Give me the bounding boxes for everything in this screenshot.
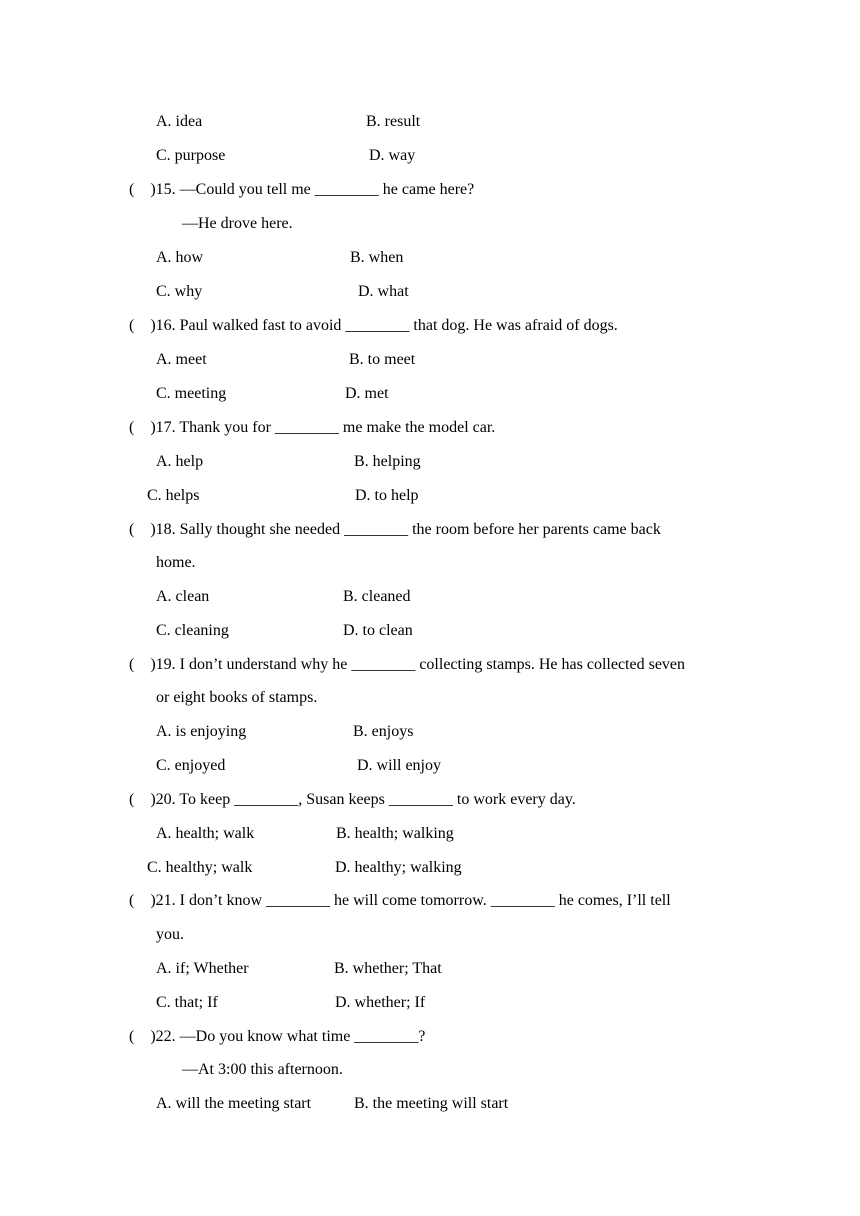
q19-option-a: A. is enjoying [156,723,247,740]
q21-option-b: B. whether; That [334,960,442,977]
q16-option-d: D. met [345,385,389,402]
q19-option-c: C. enjoyed [156,757,226,774]
q20-option-c: C. healthy; walk [147,859,253,876]
q21-option-d: D. whether; If [335,994,426,1011]
q21-option-a: A. if; Whether [156,960,249,977]
q19-stem: ( )19. I don’t understand why he ________ collecting stamps. He has collected seven [129,656,686,673]
q15-option-a: A. how [156,249,204,266]
q17-option-a: A. help [156,453,204,470]
q22-option-a: A. will the meeting start [156,1095,312,1112]
q22-answer-line: —At 3:00 this afternoon. [182,1061,343,1078]
q14-option-d: D. way [369,147,416,164]
q20-option-b: B. health; walking [336,825,454,842]
q21-stem: ( )21. I don’t know ________ he will come tomorrow. ________ he comes, I’ll tell [129,892,671,909]
q20-option-d: D. healthy; walking [335,859,462,876]
q15-stem: ( )15. —Could you tell me ________ he came here? [129,181,475,198]
q18-stem-continued: home. [156,554,196,571]
q18-option-a: A. clean [156,588,210,605]
q15-option-c: C. why [156,283,203,300]
q15-option-b: B. when [350,249,404,266]
q19-stem-continued: or eight books of stamps. [156,689,318,706]
q15-answer-line: —He drove here. [182,215,293,232]
q18-option-c: C. cleaning [156,622,229,639]
q14-option-c: C. purpose [156,147,226,164]
q16-option-b: B. to meet [349,351,416,368]
q16-stem: ( )16. Paul walked fast to avoid ________ that dog. He was afraid of dogs. [129,317,618,334]
q22-stem: ( )22. —Do you know what time ________? [129,1028,426,1045]
q21-option-c: C. that; If [156,994,218,1011]
q19-option-d: D. will enjoy [357,757,441,774]
q22-option-b: B. the meeting will start [354,1095,509,1112]
q16-option-a: A. meet [156,351,207,368]
q14-option-a: A. idea [156,113,203,130]
q15-option-d: D. what [358,283,409,300]
q20-option-a: A. health; walk [156,825,255,842]
q21-stem-continued: you. [156,926,184,943]
q16-option-c: C. meeting [156,385,227,402]
q14-option-b: B. result [366,113,421,130]
q19-option-b: B. enjoys [353,723,414,740]
q18-stem: ( )18. Sally thought she needed ________ the room before her parents came back [129,521,661,538]
q17-stem: ( )17. Thank you for ________ me make the model car. [129,419,496,436]
q18-option-d: D. to clean [343,622,413,639]
q17-option-c: C. helps [147,487,200,504]
q18-option-b: B. cleaned [343,588,411,605]
q17-option-b: B. helping [354,453,421,470]
q20-stem: ( )20. To keep ________, Susan keeps ________ to work every day. [129,791,576,808]
q17-option-d: D. to help [355,487,419,504]
